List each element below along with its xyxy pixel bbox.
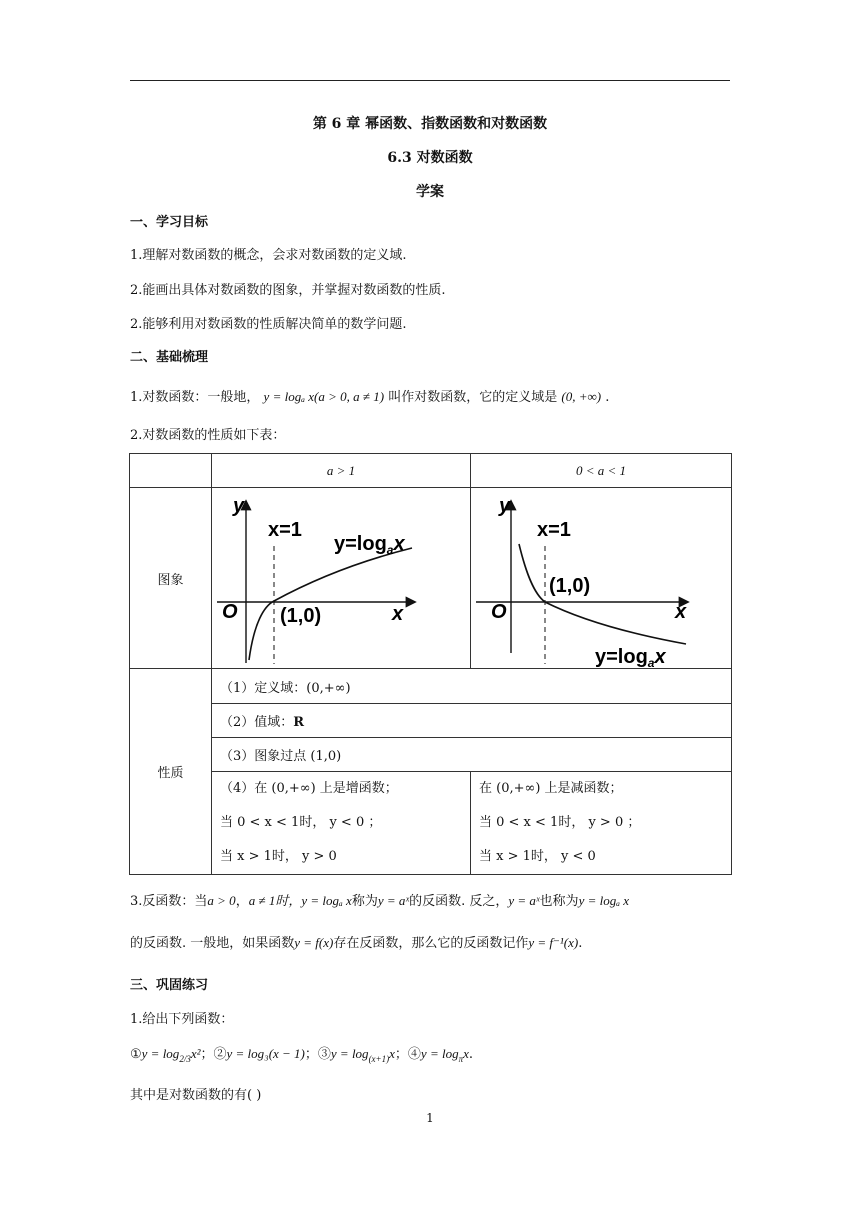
header-0-lt-a-lt-1: 0 < a < 1 [471,454,732,488]
prop-decreasing-line-3: 当 x > 1时， y < 0 [479,849,596,864]
prop-range: （2）值域：R [212,704,732,738]
log-curve-decreasing [519,544,686,644]
prop-decreasing [471,772,732,875]
origin-label: O [491,601,507,623]
asymptote-label: x=1 [268,519,302,541]
inverse-line-1: 3.反函数：当a > 0，a ≠ 1时，y = logₐ x称为y = aˣ的反函数. 反之，y = aˣ也称为y = logₐ x [130,893,630,909]
origin-label: O [222,601,238,623]
heading-objectives: 一、学习目标 [130,215,209,230]
definition-line [130,388,609,407]
point-label: (1,0) [549,575,591,597]
row-label-props: 性质 [130,669,212,875]
prop-increasing [212,772,471,875]
question-1-options: ①y = $\log_{2/3}x^2$；②y = log₃(x − 1)；③y = $\log_{(x+1)}x$；④y = $\log_\pi x$. [130,1046,474,1064]
header-a-gt-1: a > 1 [212,454,471,488]
graph-increasing-cell [212,488,471,669]
header-rule [130,80,730,81]
definition-domain: (0, +∞) [561,389,602,404]
properties-table [129,453,732,875]
curve-label: $y=\log_ax$ [595,646,666,668]
question-1-ask: 其中是对数函数的有( ) [130,1088,262,1103]
x-axis-label: x [392,603,404,625]
curve-label: $y=\log_ax$ [334,533,405,557]
log-curve-increasing [249,548,412,660]
objective-1: 1.理解对数函数的概念，会求对数函数的定义域. [130,248,407,263]
definition-pre: 1.对数函数：一般地， [130,390,260,405]
row-label-graph: 图象 [130,488,212,669]
definition-end: . [605,390,610,405]
y-axis-label: y [499,495,511,517]
x-axis-label: x [675,601,687,623]
prop-increasing-line-1: （4）在 (0,+∞) 上是增函数； [220,781,398,796]
section-title: 6.3 对数函数 [387,150,473,166]
prop-decreasing-line-2: 当 0 < x < 1时， y > 0 ； [479,815,641,830]
table-intro: 2.对数函数的性质如下表： [130,428,286,443]
page-number: 1 [426,1111,434,1125]
asymptote-label: x=1 [537,519,571,541]
objective-2: 2.能画出具体对数函数的图象，并掌握对数函数的性质. [130,283,446,298]
point-label: (1,0) [280,605,322,627]
question-1-intro: 1.给出下列函数： [130,1012,234,1027]
definition-mid: 叫作对数函数，它的定义域是 [388,390,558,405]
subtitle: 学案 [416,184,444,200]
prop-increasing-line-2: 当 0 < x < 1时， y < 0 ； [220,815,382,830]
prop-point: （3）图象过点 (1,0) [212,738,732,772]
definition-formula: y = logₐ x(a > 0, a ≠ 1) [263,389,385,404]
prop-increasing-line-3: 当 x > 1时， y > 0 [220,849,337,864]
heading-practice: 三、巩固练习 [130,978,209,993]
table-corner [130,454,212,488]
inverse-line-2: 的反函数. 一般地，如果函数y = f(x)存在反函数，那么它的反函数记作y = f⁻¹(x). [130,935,583,951]
heading-basics: 二、基础梳理 [130,350,209,365]
prop-domain: （1）定义域：(0,+∞) [212,669,732,704]
prop-decreasing-line-1: 在 (0,+∞) 上是减函数； [479,781,623,796]
graph-increasing [212,488,470,668]
chapter-title: 第 6 章 幂函数、指数函数和对数函数 [312,116,548,132]
objective-3: 2.能够利用对数函数的性质解决简单的数学问题. [130,317,407,332]
graph-decreasing-cell [471,488,732,669]
y-axis-label: y [233,495,245,517]
graph-decreasing [471,488,731,668]
